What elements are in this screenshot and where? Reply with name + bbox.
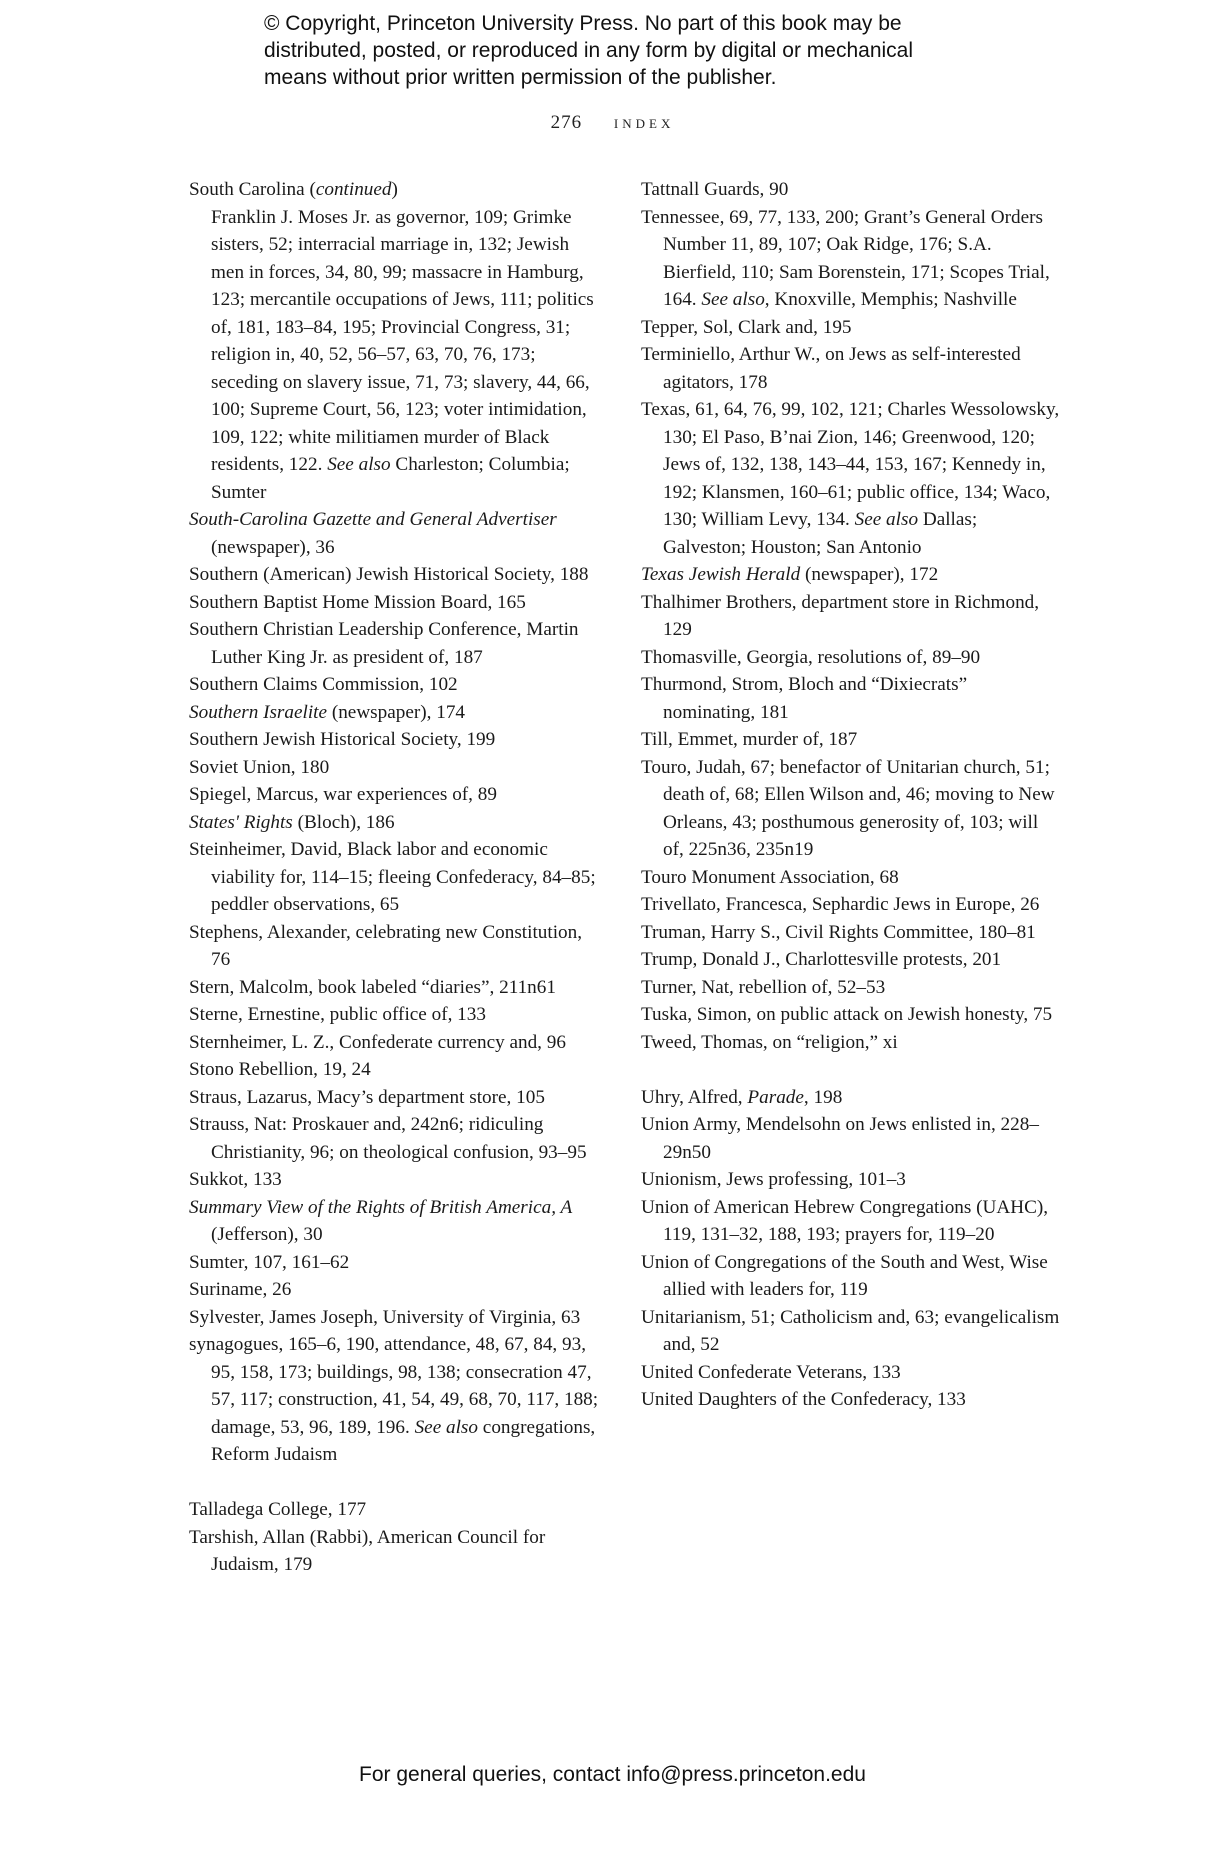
footer-contact: For general queries, contact info@press.princeton.edu	[359, 1763, 866, 1786]
italic-text: continued	[315, 179, 392, 200]
index-entry	[189, 1249, 604, 1277]
italic-text: Texas Jewish Herald	[641, 564, 801, 585]
entry-text: Stephens, Alexander, celebrating new Constitution, 76	[189, 921, 583, 970]
index-entry	[189, 176, 604, 204]
entry-text: Union of American Hebrew Congregations (UAHC), 119, 131–32, 188, 193; prayers for, 119–20	[641, 1196, 1049, 1245]
italic-text: Summary View of the Rights of British America, A	[189, 1196, 573, 1218]
entry-text: Sylvester, James Joseph, University of Virginia, 63	[189, 1306, 581, 1328]
italic-text: Southern Israelite	[189, 701, 328, 723]
entry-text: Straus, Lazarus, Macy’s department store, 105	[189, 1086, 545, 1108]
italic-text: Parade	[747, 1086, 804, 1108]
entry-text: , 198	[803, 1086, 843, 1108]
entry-text: Suriname, 26	[189, 1279, 292, 1300]
entry-text: Dallas; Galveston; Houston; San Antonio	[663, 509, 978, 558]
entry-text: Thomasville, Georgia, resolutions of, 89–90	[641, 646, 981, 668]
index-entry	[189, 506, 604, 561]
index-entry	[189, 836, 604, 919]
letter-section-gap	[189, 1469, 604, 1497]
entry-text: (newspaper), 36	[211, 536, 335, 558]
entry-text: Tepper, Sol, Clark and, 195	[641, 316, 852, 338]
index-entry	[189, 1304, 604, 1332]
index-entry	[189, 781, 604, 809]
entry-text: Stono Rebellion, 19, 24	[189, 1059, 371, 1080]
entry-text: Uhry, Alfred,	[641, 1086, 748, 1108]
index-entry	[641, 1001, 1061, 1029]
italic-text: States' Rights	[189, 811, 293, 833]
index-entry	[641, 754, 1061, 864]
entry-text: Stern, Malcolm, book labeled “diaries”, 211n61	[189, 976, 556, 998]
index-entry	[641, 1359, 1061, 1387]
index-entry	[189, 974, 604, 1002]
index-entry	[641, 341, 1061, 396]
index-entry	[189, 809, 604, 837]
index-entry	[641, 891, 1061, 919]
index-entry	[189, 1524, 604, 1579]
index-entry	[641, 176, 1061, 204]
index-entry	[189, 919, 604, 974]
entry-text: Union Army, Mendelsohn on Jews enlisted in, 228–29n50	[641, 1114, 1039, 1163]
index-entry	[641, 204, 1061, 314]
index-entry	[189, 1001, 604, 1029]
entry-text: Soviet Union, 180	[189, 756, 330, 778]
entry-text: Touro Monument Association, 68	[641, 866, 899, 888]
index-entry	[641, 1249, 1061, 1304]
index-column-left	[189, 176, 604, 1579]
entry-text: United Confederate Veterans, 133	[641, 1361, 901, 1383]
index-entry	[641, 561, 1061, 589]
copyright-notice	[264, 10, 1024, 91]
entry-text: (newspaper), 174	[327, 701, 466, 723]
entry-text: Tuska, Simon, on public attack on Jewish honesty, 75	[641, 1004, 1053, 1025]
entry-text: Steinheimer, David, Black labor and economic viability for, 114–15; fleeing Confederacy, 84–85; peddler observations, 65	[189, 839, 596, 915]
italic-text: See also	[414, 1416, 478, 1438]
entry-text: Strauss, Nat: Proskauer and, 242n6; ridiculing Christianity, 96; on theological confusion, 93–95	[189, 1114, 587, 1163]
index-entry	[641, 864, 1061, 892]
entry-text: Touro, Judah, 67; benefactor of Unitarian church, 51; death of, 68; Ellen Wilson and, 46; moving to New Orleans, 43; posthumous generosity of, 103; will of, 225n36, 235n19	[641, 756, 1055, 860]
italic-text: See also	[854, 509, 919, 530]
entry-text: Thalhimer Brothers, department store in Richmond, 129	[641, 591, 1040, 640]
entry-text: Trump, Donald J., Charlottesville protests, 201	[641, 949, 1002, 970]
index-entry	[189, 754, 604, 782]
page-title: index	[613, 112, 675, 133]
index-entry	[641, 1029, 1061, 1057]
entry-text: Talladega College, 177	[189, 1499, 367, 1520]
copyright-line: © Copyright, Princeton University Press. No part of this book may be	[264, 12, 902, 35]
index-entry	[189, 1056, 604, 1084]
entry-text: Terminiello, Arthur W., on Jews as self-interested agitators, 178	[641, 344, 1021, 393]
entry-text: (newspaper), 172	[800, 564, 939, 585]
italic-text: See also	[701, 289, 765, 310]
index-entry	[189, 561, 604, 589]
index-entry	[189, 1166, 604, 1194]
index-entry	[189, 1029, 604, 1057]
entry-text: Turner, Nat, rebellion of, 52–53	[641, 976, 886, 998]
entry-text: Southern Baptist Home Mission Board, 165	[189, 591, 526, 613]
index-entry	[189, 1496, 604, 1524]
entry-text: Unitarianism, 51; Catholicism and, 63; evangelicalism and, 52	[641, 1306, 1060, 1355]
index-entry	[189, 1276, 604, 1304]
index-entry	[189, 726, 604, 754]
entry-text: Unionism, Jews professing, 101–3	[641, 1169, 906, 1190]
index-entry	[189, 671, 604, 699]
entry-text: Charleston; Columbia; Sumter	[211, 454, 570, 503]
copyright-line: means without prior written permission of the publisher.	[264, 66, 777, 89]
page-number: 276	[550, 112, 583, 133]
index-entry	[641, 644, 1061, 672]
index-entry	[641, 974, 1061, 1002]
index-entry	[641, 919, 1061, 947]
index-entry	[641, 1166, 1061, 1194]
entry-text: South Carolina (	[189, 179, 316, 200]
entry-text: Southern (American) Jewish Historical Society, 188	[189, 564, 589, 585]
index-entry	[189, 1111, 604, 1166]
index-entry	[641, 1304, 1061, 1359]
entry-text: Southern Jewish Historical Society, 199	[189, 729, 496, 750]
index-entry	[641, 314, 1061, 342]
entry-text: , Knoxville, Memphis; Nashville	[764, 289, 1017, 310]
entry-text: congregations, Reform Judaism	[211, 1416, 596, 1465]
index-entry	[189, 1331, 604, 1469]
entry-text: )	[391, 179, 398, 200]
index-subentry	[189, 204, 604, 507]
index-entry	[189, 589, 604, 617]
entry-text: Tennessee, 69, 77, 133, 200; Grant’s General Orders Number 11, 89, 107; Oak Ridge, 176; S.A. Bierfield, 110; Sam Borenstein, 171; Scopes Trial, 164.	[641, 206, 1050, 310]
entry-text: Tarshish, Allan (Rabbi), American Council for Judaism, 179	[189, 1526, 546, 1575]
running-header	[0, 112, 1225, 134]
index-entry	[641, 726, 1061, 754]
index-entry	[641, 671, 1061, 726]
entry-text: synagogues, 165–6, 190, attendance, 48, 67, 84, 93, 95, 158, 173; buildings, 98, 138; consecration 47, 57, 117; construction, 41, 54, 49, 68, 70, 117, 188; damage, 53, 96, 189, 196.	[189, 1334, 599, 1438]
index-entry	[189, 1084, 604, 1112]
entry-text: Texas, 61, 64, 76, 99, 102, 121; Charles Wessolowsky, 130; El Paso, B’nai Zion, 146; Greenwood, 120; Jews of, 132, 138, 143–44, 153, 167; Kennedy in, 192; Klansmen, 160–61; public office, 134; Waco, 130; William Levy, 134.	[641, 399, 1060, 530]
index-entry	[641, 396, 1061, 561]
entry-text: Tattnall Guards, 90	[641, 179, 789, 200]
entry-text: (Jefferson), 30	[211, 1224, 323, 1245]
entry-text: Tweed, Thomas, on “religion,” xi	[641, 1031, 898, 1053]
italic-text: South-Carolina Gazette and General Advertiser	[189, 509, 557, 530]
index-entry	[641, 1084, 1061, 1112]
entry-text: Southern Claims Commission, 102	[189, 674, 458, 695]
index-entry	[641, 589, 1061, 644]
index-entry	[641, 1194, 1061, 1249]
entry-text: Trivellato, Francesca, Sephardic Jews in Europe, 26	[641, 894, 1040, 915]
entry-text: Union of Congregations of the South and West, Wise allied with leaders for, 119	[641, 1251, 1048, 1300]
entry-text: Spiegel, Marcus, war experiences of, 89	[189, 784, 497, 805]
entry-text: Sumter, 107, 161–62	[189, 1251, 350, 1273]
entry-text: Thurmond, Strom, Bloch and “Dixiecrats” nominating, 181	[641, 674, 968, 723]
entry-text: Franklin J. Moses Jr. as governor, 109; Grimke sisters, 52; interracial marriage in, 132; Jewish men in forces, 34, 80, 99; massacre in Hamburg, 123; mercantile occupations of Jews, 111; politics of, 181, 183–84, 195; Provincial Congress, 31; religion in, 40, 52, 56–57, 63, 70, 76, 173; seceding on slavery issue, 71, 73; slavery, 44, 66, 100; Supreme Court, 56, 123; voter intimidation, 109, 122; white militiamen murder of Black residents, 122.	[211, 206, 594, 475]
copyright-line: distributed, posted, or reproduced in any form by digital or mechanical	[264, 39, 914, 62]
index-entry	[189, 699, 604, 727]
entry-text: Sternheimer, L. Z., Confederate currency and, 96	[189, 1031, 566, 1053]
index-entry	[641, 1111, 1061, 1166]
index-column-right	[641, 176, 1061, 1414]
index-entry	[641, 946, 1061, 974]
entry-text: Truman, Harry S., Civil Rights Committee, 180–81	[641, 921, 1036, 943]
entry-text: United Daughters of the Confederacy, 133	[641, 1389, 966, 1410]
index-entry	[641, 1386, 1061, 1414]
entry-text: (Bloch), 186	[292, 811, 395, 833]
letter-section-gap	[641, 1056, 1061, 1084]
entry-text: Sukkot, 133	[189, 1169, 282, 1190]
index-entry	[189, 1194, 604, 1249]
italic-text: See also	[327, 454, 391, 475]
entry-text: Sterne, Ernestine, public office of, 133	[189, 1004, 486, 1025]
index-entry	[189, 616, 604, 671]
entry-text: Southern Christian Leadership Conference, Martin Luther King Jr. as president of, 187	[189, 619, 579, 668]
entry-text: Till, Emmet, murder of, 187	[641, 729, 858, 750]
